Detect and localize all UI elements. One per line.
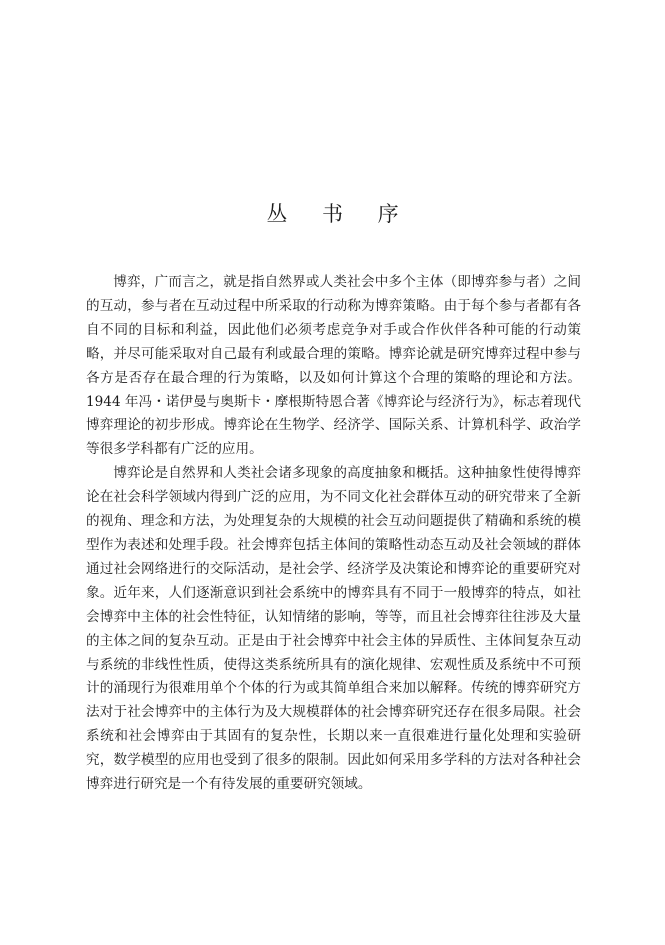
document-body	[86, 271, 581, 797]
page-title: 丛 书 序	[266, 202, 413, 226]
paragraph-1: 博弈，广而言之，就是指自然界或人类社会中多个主体（即博弈参与者）之间的互动，参与者在互动过程中所采取的行动称为博弈策略。由于每个参与者都有各自不同的目标和利益，因此他们必须考虑竞争对手或合作伙伴各种可能的行动策略，并尽可能采取对自己最有利或最合理的策略。博弈论就是研究博弈过程中参与各方是否存在最合理的行为策略，以及如何计算这个合理的策略的理论和方法。1944 年冯・诺伊曼与奥斯卡・摩根斯特恩合著《博弈论与经济行为》，标志着现代博弈理论的初步形成。博弈论在生物学、经济学、国际关系、计算机科学、政治学等很多学科都有广泛的应用。	[86, 274, 581, 458]
paragraph-2: 博弈论是自然界和人类社会诸多现象的高度抽象和概括。这种抽象性使得博弈论在社会科学领域内得到广泛的应用，为不同文化社会群体互动的研究带来了全新的视角、理念和方法，为处理复杂的大规模的社会互动问题提供了精确和系统的模型作为表述和处理手段。社会博弈包括主体间的策略性动态互动及社会领域的群体通过社会网络进行的交际活动，是社会学、经济学及决策论和博弈论的重要研究对象。近年来，人们逐渐意识到社会系统中的博弈具有不同于一般博弈的特点，如社会博弈中主体的社会性特征，认知情绪的影响，等等，而且社会博弈往往涉及大量的主体之间的复杂互动。正是由于社会博弈中社会主体的异质性、主体间复杂互动与系统的非线性性质，使得这类系统所具有的演化规律、宏观性质及系统中不可预计的涌现行为很难用单个个体的行为或其简单组合来加以解释。传统的博弈研究方法对于社会博弈中的主体行为及大规模群体的社会博弈研究还存在很多局限。社会系统和社会博弈由于其固有的复杂性，长期以来一直很难进行量化处理和实验研究，数学模型的应用也受到了很多的限制。因此如何采用多学科的方法对各种社会博弈进行研究是一个有待发展的重要研究领域。	[86, 465, 581, 793]
